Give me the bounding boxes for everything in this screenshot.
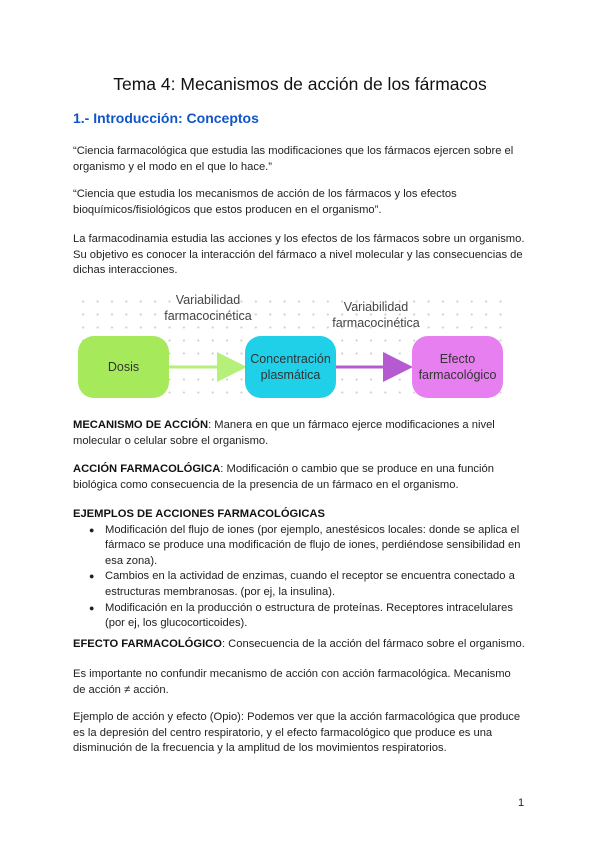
node-concentracion-line1: Concentración — [250, 352, 331, 366]
list-item — [89, 523, 525, 570]
node-dosis — [78, 336, 169, 398]
node-efecto-line2: farmacológico — [418, 368, 497, 382]
page-title: Tema 4: Mecanismos de acción de los fármacos — [113, 74, 487, 94]
node-concentracion-plasmatica — [245, 336, 336, 398]
arrow1-label-line1: Variabilidad — [175, 293, 241, 307]
arrow2-label-line2: farmacocinética — [332, 316, 420, 330]
accion-definition — [73, 462, 525, 493]
accion-term: ACCIÓN FARMACOLÓGICA — [73, 463, 221, 475]
mecanismo-definition — [73, 418, 525, 449]
section-heading: 1.- Introducción: Conceptos — [73, 110, 259, 126]
node-concentracion-line2: plasmática — [260, 368, 321, 382]
list-item — [89, 601, 525, 632]
node-dosis-label: Dosis — [107, 360, 140, 374]
ejemplos-list — [73, 523, 525, 632]
bullet-icon: ● — [89, 602, 95, 613]
bullet-icon: ● — [89, 524, 95, 535]
efecto-term: EFECTO FARMACOLÓGICO — [73, 638, 222, 650]
arrow2-label — [321, 299, 431, 331]
ejemplos-heading: EJEMPLOS DE ACCIONES FARMACOLÓGICAS — [73, 508, 325, 520]
node-efecto-farmacologico — [412, 336, 503, 398]
arrow1-label-line2: farmacocinética — [164, 309, 252, 323]
list-item-text: Modificación en la producción o estructura de proteínas. Receptores intracelulares (por ej, los glucocorticoides). — [105, 601, 513, 630]
arrow2-label-line1: Variabilidad — [343, 300, 409, 314]
ejemplo-opio-paragraph: Ejemplo de acción y efecto (Opio): Podemos ver que la acción farmacológica que produce es la depresión del centro respiratorio, y el efecto farmacológico que produce es una disminución de la frecuencia y la amplitud de los movimientos respiratorios. — [73, 711, 521, 755]
mecanismo-def: : Manera en que un fármaco ejerce modificaciones a nivel molecular o celular sobre el organismo. — [73, 419, 495, 447]
pharmacology-flow-diagram — [73, 292, 505, 400]
node-efecto-line1: Efecto — [439, 352, 476, 366]
arrow1-label — [153, 292, 263, 324]
mecanismo-term: MECANISMO DE ACCIÓN — [73, 419, 209, 431]
list-item-text: Cambios en la actividad de enzimas, cuando el receptor se encuentra conectado a estructuras membranosas. (por ej, la insulina). — [105, 570, 515, 598]
efecto-definition — [73, 637, 525, 653]
farmacodinamia-paragraph: La farmacodinamia estudia las acciones y los efectos de los fármacos sobre un organismo. Su objetivo es conocer la interacción del fármaco a nivel molecular y las consecuencias de dichas interacciones. — [73, 233, 525, 277]
ejemplos-section — [73, 507, 525, 632]
efecto-def: : Consecuencia de la acción del fármaco sobre el organismo. — [221, 638, 525, 650]
list-item-text: Modificación del flujo de iones (por ejemplo, anestésicos locales: donde se aplica el fármaco se produce una modificación de flujo de iones, perdiéndose sensibilidad en esa zona). — [105, 523, 521, 567]
accion-def: : Modificación o cambio que se produce en una función biológica como consecuencia de la presencia de un fármaco en el organismo. — [73, 463, 494, 491]
page-number: 1 — [518, 797, 525, 809]
quote-definition-1: “Ciencia farmacológica que estudia las modificaciones que los fármacos ejercen sobre el organismo y el modo en el que lo hace.” — [73, 145, 514, 173]
list-item — [89, 569, 525, 600]
quote-definition-2: “Ciencia que estudia los mecanismos de acción de los fármacos y los efectos bioquímicos/fisiológicos que estos producen en el organismo”. — [73, 188, 457, 216]
bullet-icon: ● — [89, 571, 95, 582]
importante-paragraph: Es importante no confundir mecanismo de acción con acción farmacológica. Mecanismo de acción ≠ acción. — [73, 668, 511, 696]
